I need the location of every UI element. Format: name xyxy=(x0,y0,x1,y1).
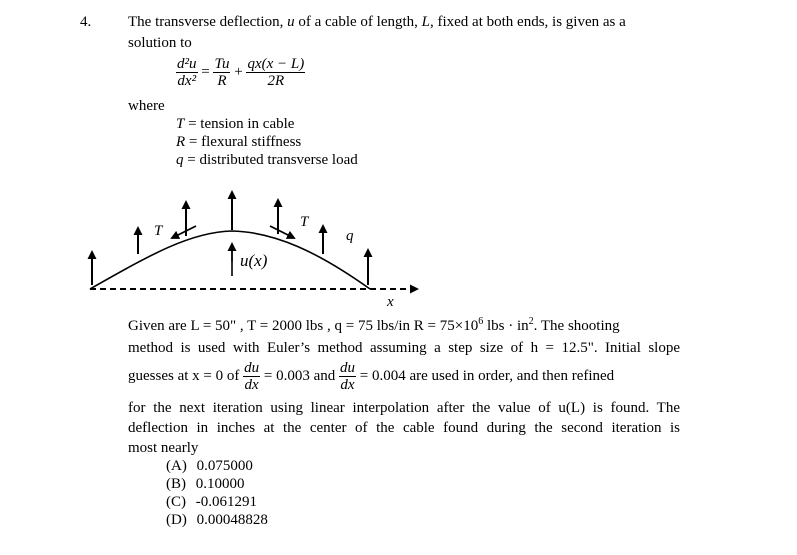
def-description: = tension in cable xyxy=(188,116,295,132)
tension-arrow-right xyxy=(270,226,294,238)
slope-denominator: dx xyxy=(244,377,259,393)
choice-value: -0.061291 xyxy=(195,494,257,510)
where-label: where xyxy=(128,98,165,114)
lhs-denominator: dx² xyxy=(177,73,197,89)
given-line3-a: guesses at x = 0 of xyxy=(128,367,240,384)
given-line5: deflection in inches at the center of the cable found during the second iteration is xyxy=(128,420,680,436)
choice-value: 0.10000 xyxy=(195,476,245,492)
figure-label-u: u(x) xyxy=(240,251,268,270)
lhs-numerator: d²u xyxy=(177,56,197,72)
exponent-six: 6 xyxy=(478,316,484,327)
choice-value: 0.00048828 xyxy=(196,512,268,528)
given-line1-end: . The shooting xyxy=(533,318,620,334)
figure-label-T-right: T xyxy=(300,214,309,230)
definition-row xyxy=(176,134,301,151)
def-description: = flexural stiffness xyxy=(188,134,302,150)
given-line3 xyxy=(128,360,688,393)
lhs-fraction xyxy=(176,56,198,89)
definition-row xyxy=(176,152,358,169)
choice-a[interactable] xyxy=(166,458,253,475)
choice-c[interactable] xyxy=(166,494,257,511)
given-line6: most nearly xyxy=(128,440,199,456)
given-line2: method is used with Euler’s method assuming a step size of h = 12.5". Initial slope xyxy=(128,340,680,356)
definition-row xyxy=(176,116,294,133)
given-line1-text: Given are L = 50" , T = 2000 lbs , q = 75 lbs/in R = 75×10 xyxy=(128,318,479,334)
def-description: = distributed transverse load xyxy=(187,152,358,168)
tension-arrow-left xyxy=(172,226,196,238)
intro-var-L: L xyxy=(421,14,430,30)
intro-text-c: , fixed at both ends, is given as a xyxy=(429,14,626,30)
choice-letter: (D) xyxy=(166,512,187,528)
choice-letter: (A) xyxy=(166,458,187,474)
term1-denominator: R xyxy=(217,73,227,89)
given-line3-c: = 0.004 are used in order, and then refined xyxy=(359,367,615,384)
term2-numerator: qx(x − L) xyxy=(247,56,305,72)
given-line1 xyxy=(128,318,680,335)
given-line1-units: lbs · in xyxy=(483,318,529,334)
intro-var-u: u xyxy=(287,14,295,30)
given-line4: for the next iteration using linear interpolation after the value of u(L) is found. The xyxy=(128,400,680,416)
equals-sign: = xyxy=(201,63,210,80)
term2-fraction xyxy=(246,56,305,89)
slope-numerator: du xyxy=(244,360,260,376)
slope-fraction-1 xyxy=(243,360,260,393)
def-symbol: T xyxy=(176,116,185,132)
given-line3-b: = 0.003 and xyxy=(263,367,336,384)
problem-intro-line1 xyxy=(128,14,626,31)
term2-denominator: 2R xyxy=(267,73,285,89)
term1-fraction xyxy=(213,56,230,89)
slope-fraction-2 xyxy=(339,360,356,393)
choice-value: 0.075000 xyxy=(196,458,253,474)
problem-number: 4. xyxy=(80,14,92,30)
slope-denominator: dx xyxy=(340,377,355,393)
figure-label-T-left: T xyxy=(154,223,163,239)
exponent-two: 2 xyxy=(528,316,534,327)
figure-label-x: x xyxy=(387,294,394,310)
def-symbol: R xyxy=(176,134,186,150)
figure-label-q: q xyxy=(346,228,354,244)
choice-d[interactable] xyxy=(166,512,268,529)
choice-b[interactable] xyxy=(166,476,245,493)
choice-letter: (B) xyxy=(166,476,186,492)
cable-curve xyxy=(90,231,370,289)
intro-text-b: of a cable of length, xyxy=(298,14,418,30)
problem-intro-line2: solution to xyxy=(128,35,192,51)
choice-letter: (C) xyxy=(166,494,186,510)
intro-text-a: The transverse deflection, xyxy=(128,14,284,30)
term1-numerator: Tu xyxy=(214,56,230,72)
differential-equation xyxy=(176,56,305,89)
plus-sign: + xyxy=(234,63,243,80)
slope-numerator: du xyxy=(339,360,355,376)
def-symbol: q xyxy=(176,152,184,168)
